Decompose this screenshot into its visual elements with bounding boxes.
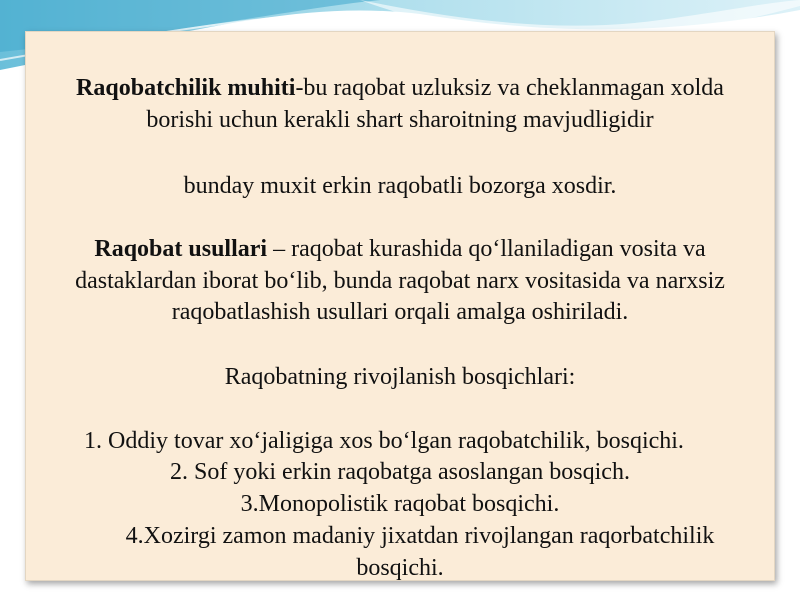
- term-competition-environment: Raqobatchilik muhiti: [76, 75, 296, 101]
- paragraph-free-market-note: bunday muxit erkin raqobatli bozorga xosdir.: [183, 173, 617, 199]
- stage-item-1: 1. Oddiy tovar xo‘jaligiga xos bo‘lgan raqobatchilik, bosqichi.: [84, 428, 684, 454]
- stage-item-4-line-2: bosqichi.: [356, 555, 444, 581]
- definition-text: – raqobat kurashida qo‘llaniladigan vosita va: [267, 236, 706, 262]
- paragraph-competition-methods-line-2: dastaklardan iborat bo‘lib, bunda raqobat narx vositasida va narxsiz: [75, 268, 725, 294]
- paragraph-competition-methods-line-3: raqobatlashish usullari orqali amalga oshiriladi.: [171, 299, 629, 325]
- stages-heading: Raqobatning rivojlanish bosqichlari:: [224, 364, 576, 390]
- stage-item-2: 2. Sof yoki erkin raqobatga asoslangan bosqich.: [170, 459, 630, 485]
- stage-item-4-line-1: 4.Xozirgi zamon madaniy jixatdan rivojlangan raqorbatchilik: [125, 523, 715, 549]
- paragraph-competition-environment-line-1: [0, 74, 800, 102]
- term-competition-methods: Raqobat usullari: [94, 236, 268, 262]
- definition-text: -bu raqobat uzluksiz va cheklanmagan xolda: [295, 75, 724, 101]
- paragraph-competition-environment-line-2: borishi uchun kerakli shart sharoitning mavjudligidir: [146, 107, 654, 133]
- paragraph-competition-methods-line-1: [0, 235, 800, 263]
- stage-item-3: 3.Monopolistik raqobat bosqichi.: [240, 491, 560, 517]
